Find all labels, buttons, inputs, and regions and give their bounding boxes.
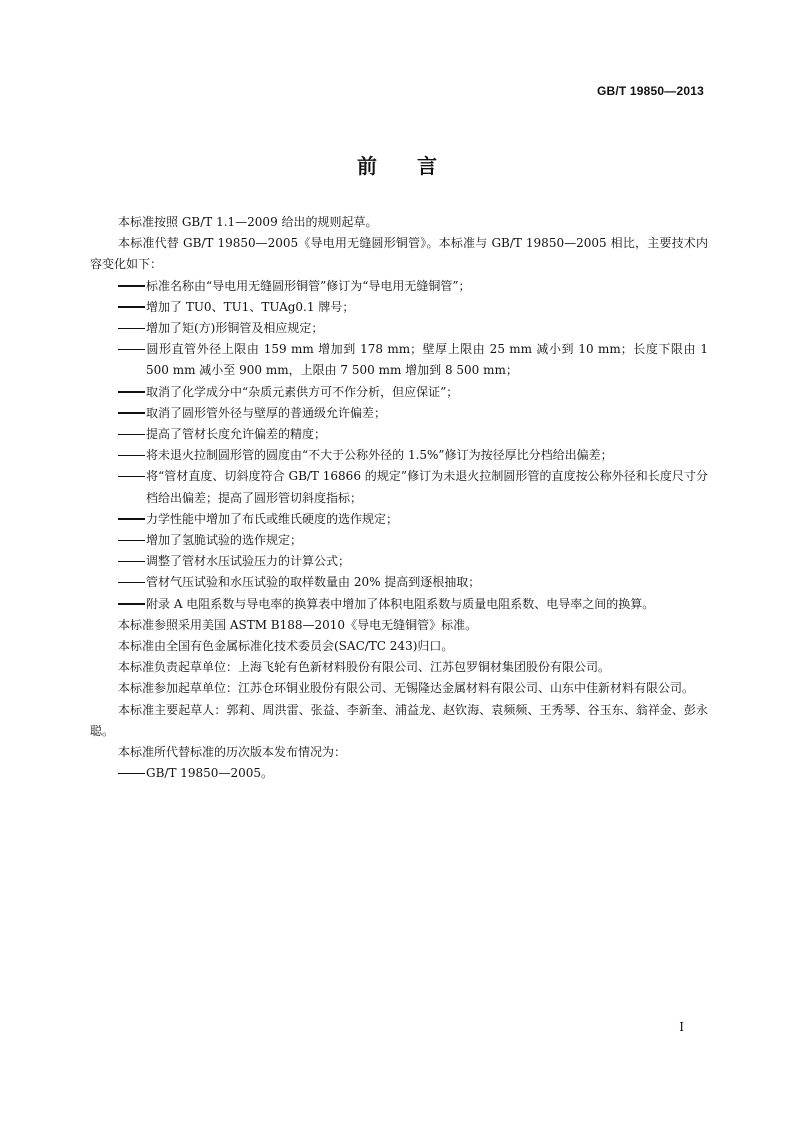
change-list-item <box>90 297 708 318</box>
body-paragraph <box>90 657 708 678</box>
paragraph-text: 本标准所代替标准的历次版本发布情况为： <box>118 745 347 760</box>
em-dash-marker <box>118 323 146 335</box>
em-dash-marker <box>118 598 146 610</box>
standard-code: GB/T 19850—2013 <box>596 84 704 98</box>
change-list-item <box>90 572 708 593</box>
em-dash-marker <box>118 301 146 313</box>
em-dash-marker <box>118 471 146 483</box>
foreword-body <box>90 212 708 784</box>
change-list-item <box>90 445 708 466</box>
paragraph-text: 本标准代替 GB/T 19850—2005《导电用无缝圆形铜管》。本标准与 GB/T 19850—2005 相比，主要技术内容变化如下： <box>90 236 708 272</box>
body-paragraph <box>90 678 708 699</box>
page-number: I <box>679 1020 684 1034</box>
em-dash-marker <box>118 513 146 525</box>
change-list-item <box>90 509 708 530</box>
body-paragraph <box>90 700 708 742</box>
change-list-item <box>90 763 708 784</box>
change-list-item <box>90 318 708 339</box>
em-dash-marker <box>118 556 146 568</box>
body-paragraph <box>90 212 708 233</box>
change-list-item <box>90 403 708 424</box>
change-list-item <box>90 276 708 297</box>
change-list-item <box>90 382 708 403</box>
em-dash-marker <box>118 450 146 462</box>
body-paragraph <box>90 233 708 275</box>
paragraph-text: 增加了 TU0、TU1、TUAg0.1 牌号； <box>146 299 355 314</box>
change-list-item <box>90 339 708 381</box>
em-dash-marker <box>118 535 146 547</box>
em-dash-marker <box>118 768 146 780</box>
paragraph-text: 将“管材直度、切斜度符合 GB/T 16866 的规定”修订为未退火拉制圆形管的直度按公称外径和长度尺寸分档给出偏差；提高了圆形管切斜度指标； <box>146 469 708 505</box>
change-list-item <box>90 594 708 615</box>
paragraph-text: 力学性能中增加了布氏或维氏硬度的选作规定； <box>146 511 399 526</box>
body-paragraph <box>90 742 708 763</box>
em-dash-marker <box>118 577 146 589</box>
paragraph-text: 本标准参加起草单位：江苏仓环铜业股份有限公司、无锡隆达金属材料有限公司、山东中佳新材料有限公司。 <box>118 681 695 696</box>
body-paragraph <box>90 615 708 636</box>
change-list-item <box>90 530 708 551</box>
change-list-item <box>90 551 708 572</box>
paragraph-text: 本标准由全国有色金属标准化技术委员会(SAC/TC 243)归口。 <box>118 639 454 654</box>
body-paragraph <box>90 636 708 657</box>
paragraph-text: 提高了管材长度允许偏差的精度； <box>146 427 327 442</box>
paragraph-text: 取消了圆形管外径与壁厚的普通级允许偏差； <box>146 405 387 420</box>
page-title: 前言 <box>357 154 477 178</box>
paragraph-text: 本标准主要起草人：郭莉、周洪雷、张益、李新奎、浦益龙、赵钦海、袁频频、王秀琴、谷玉东、翁祥金、彭永聪。 <box>90 702 708 738</box>
paragraph-text: 本标准参照采用美国 ASTM B188—2010《导电无缝铜管》标准。 <box>118 617 478 632</box>
paragraph-text: 增加了矩(方)形铜管及相应规定； <box>146 321 324 336</box>
paragraph-text: 圆形直管外径上限由 159 mm 增加到 178 mm；壁厚上限由 25 mm 减小到 10 mm；长度下限由 1 500 mm 减小至 900 mm，上限由 7 500 mm 增加到 8 500 mm； <box>146 342 708 378</box>
paragraph-text: 管材气压试验和水压试验的取样数量由 20% 提高到逐根抽取； <box>146 575 481 590</box>
paragraph-text: 调整了管材水压试验压力的计算公式； <box>146 554 351 569</box>
paragraph-text: 将未退火拉制圆形管的圆度由“不大于公称外径的 1.5%”修订为按径厚比分档给出偏差； <box>146 448 613 463</box>
em-dash-marker <box>118 280 146 292</box>
em-dash-marker <box>118 344 146 356</box>
change-list-item <box>90 424 708 445</box>
change-list-item <box>90 466 708 508</box>
em-dash-marker <box>118 386 146 398</box>
paragraph-text: 本标准按照 GB/T 1.1—2009 给出的规则起草。 <box>118 215 378 229</box>
paragraph-text: 本标准负责起草单位：上海飞轮有色新材料股份有限公司、江苏包罗铜材集团股份有限公司。 <box>118 660 611 675</box>
em-dash-marker <box>118 429 146 441</box>
paragraph-text: 增加了氢脆试验的选作规定； <box>146 533 303 548</box>
paragraph-text: GB/T 19850—2005。 <box>146 766 273 781</box>
paragraph-text: 附录 A 电阻系数与导电率的换算表中增加了体积电阻系数与质量电阻系数、电导率之间的换算。 <box>146 596 655 611</box>
em-dash-marker <box>118 407 146 419</box>
paragraph-text: 取消了化学成分中“杂质元素供方可不作分析，但应保证”； <box>146 384 459 399</box>
paragraph-text: 标准名称由“导电用无缝圆形铜管”修订为“导电用无缝铜管”； <box>146 278 471 293</box>
